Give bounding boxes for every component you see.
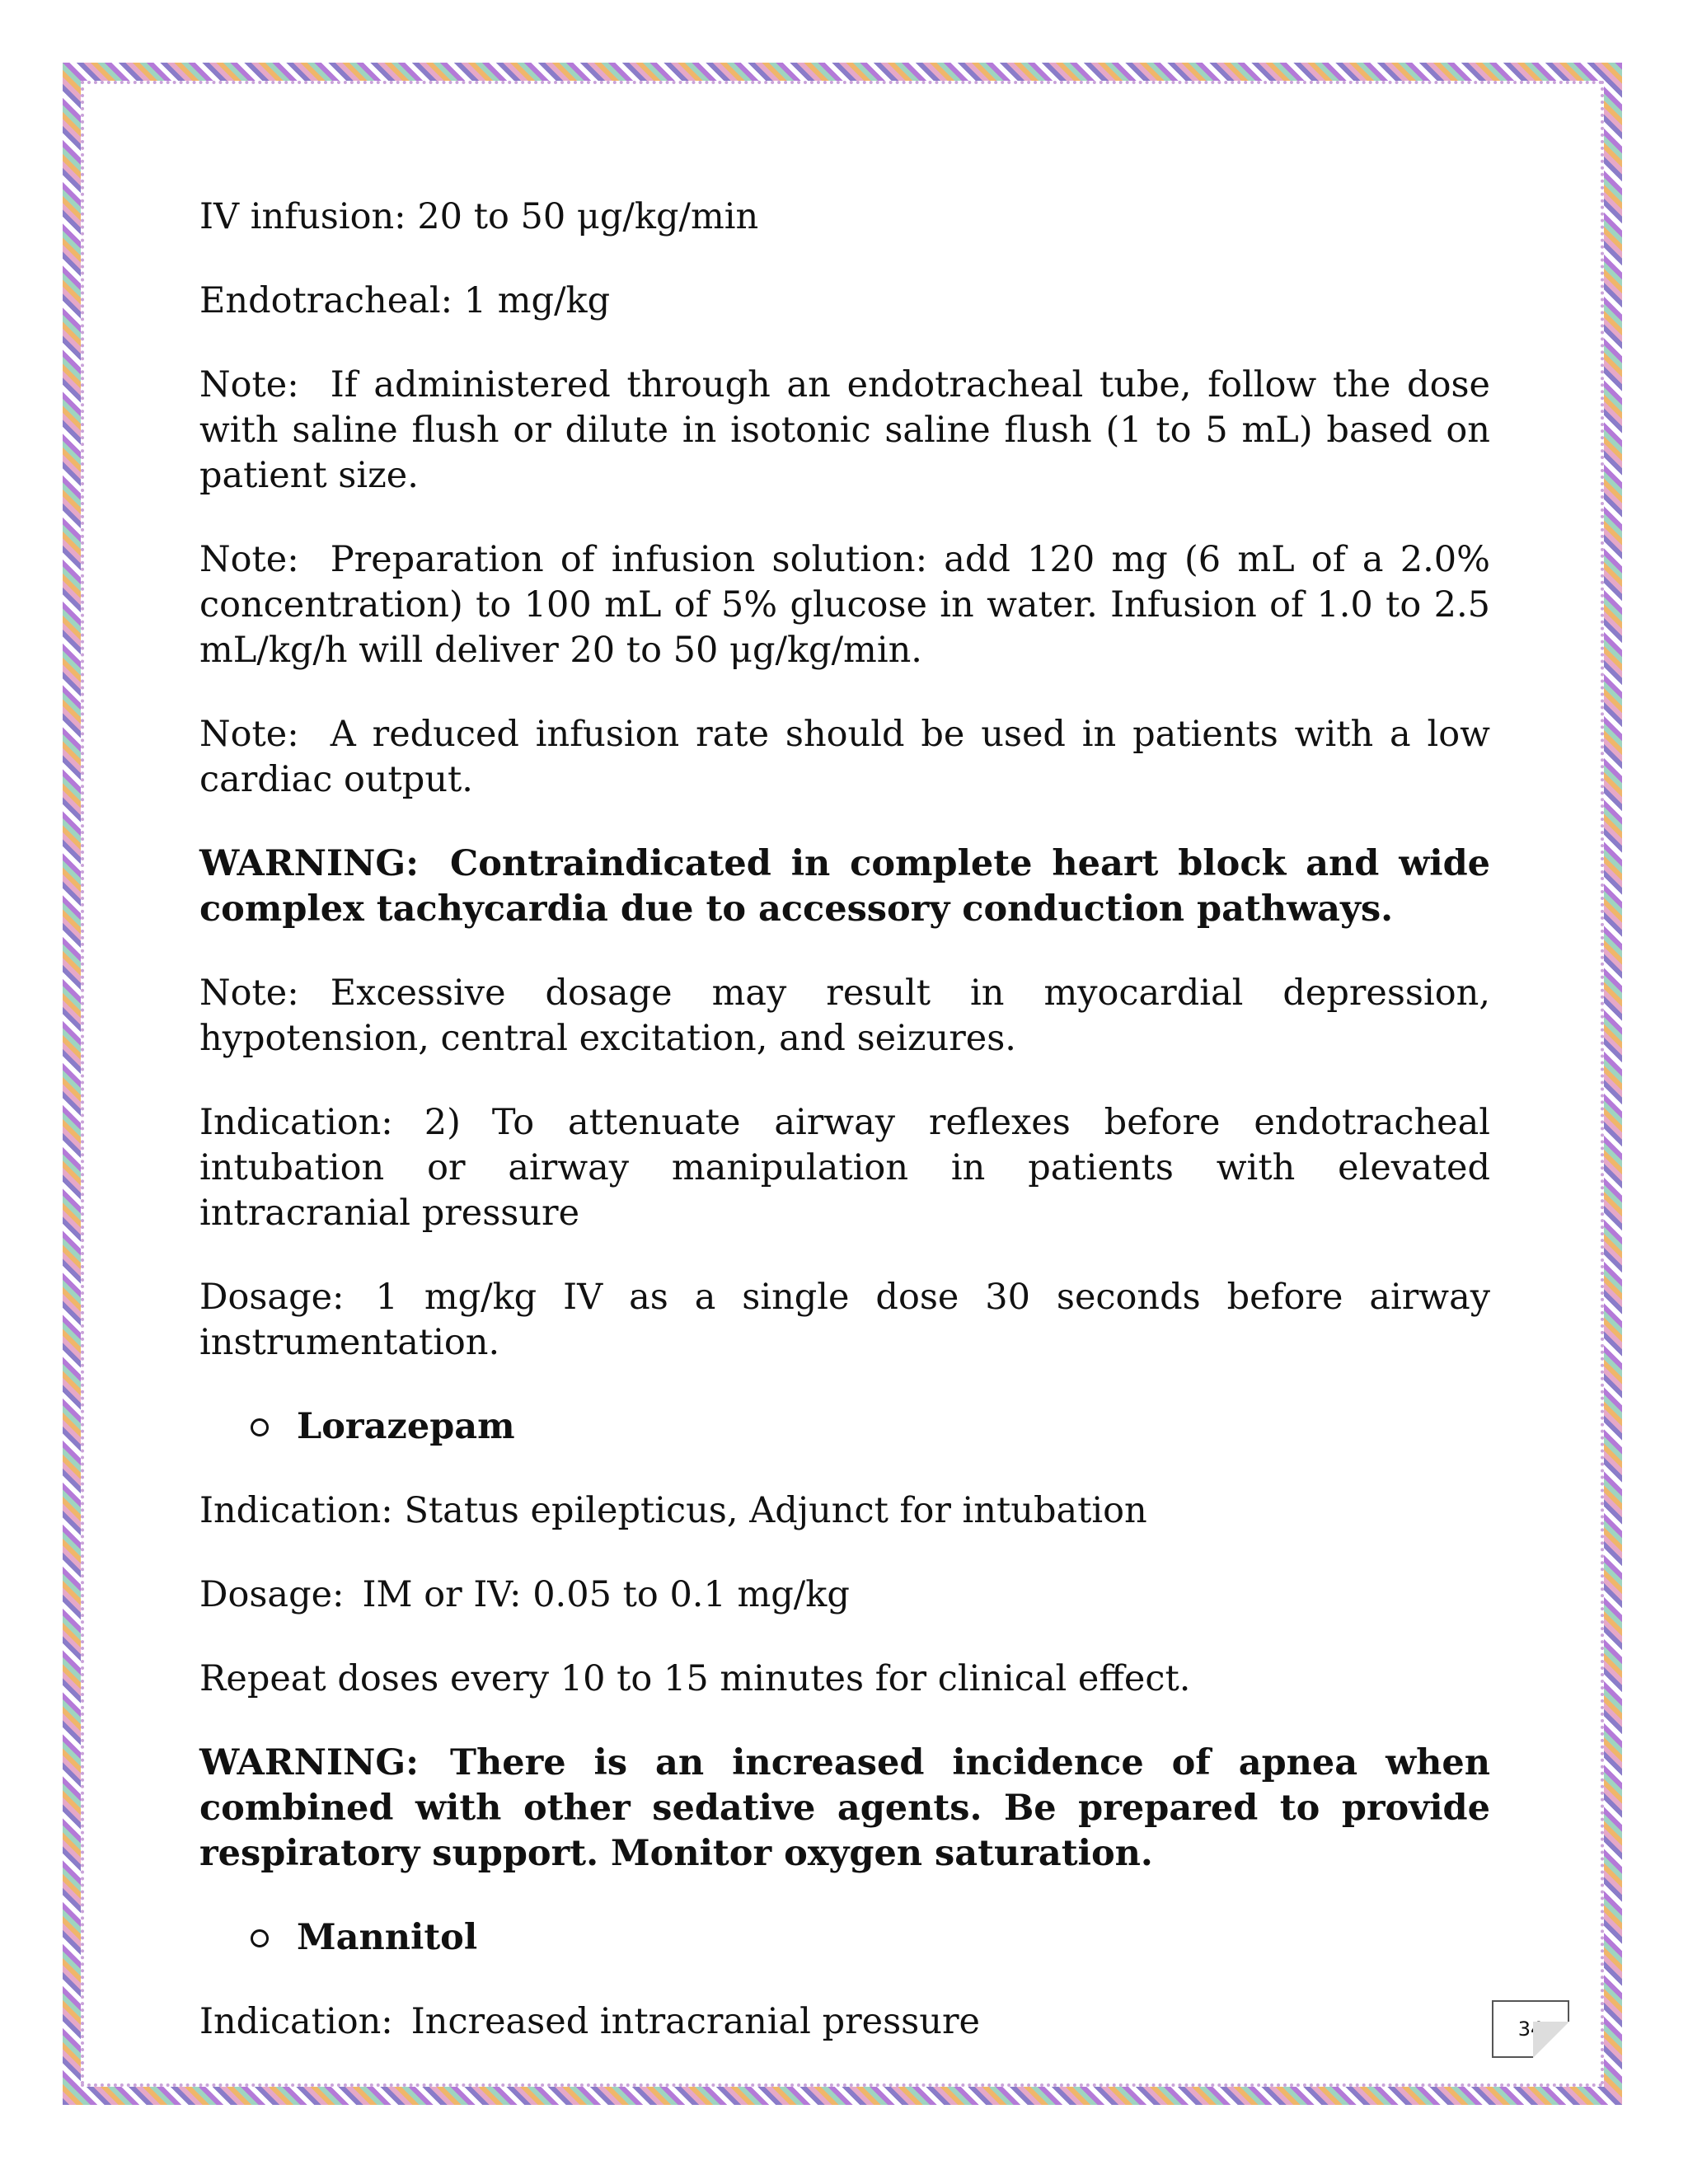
note-text: Preparation of infusion solution: add 120 mg (6 mL of a 2.0% concentration) to 100 mL of 5% glucose in water. Infusion of 1.0 to 2.5 mL/kg/h will deliver 20 to 50 μg/kg/min.	[199, 539, 1490, 671]
note-text: A reduced infusion rate should be used in patients with a low cardiac output.	[199, 714, 1490, 800]
warning-label: WARNING:	[199, 1742, 419, 1783]
note-excessive-dosage	[199, 971, 1490, 1062]
dosage-airway-instrumentation	[199, 1275, 1490, 1366]
note-text: If administered through an endotracheal tube, follow the dose with saline flush or dilute in isotonic saline flush (1 to 5 mL) based on patient size.	[199, 364, 1490, 496]
warning-text: Contraindicated in complete heart block and wide complex tachycardia due to accessory conduction pathways.	[199, 843, 1490, 930]
note-reduced-infusion	[199, 712, 1490, 803]
indication-number: 2)	[424, 1102, 461, 1143]
lorazepam-repeat-doses: Repeat doses every 10 to 15 minutes for clinical effect.	[199, 1658, 1191, 1699]
dosage-text: 1 mg/kg IV as a single dose 30 seconds before airway instrumentation.	[199, 1277, 1490, 1363]
dosage-label: Dosage:	[199, 1277, 345, 1318]
warning-apnea	[199, 1741, 1490, 1877]
mannitol-indication	[199, 1999, 1490, 2045]
lorazepam-indication: Indication: Status epilepticus, Adjunct for intubation	[199, 1490, 1147, 1531]
indication-airway-reflexes	[199, 1100, 1490, 1236]
page-number: 34	[1492, 2000, 1569, 2058]
drug-name: Lorazepam	[297, 1406, 515, 1447]
iv-infusion-dose: IV infusion: 20 to 50 μg/kg/min	[199, 196, 759, 237]
note-endotracheal-flush	[199, 363, 1490, 499]
note-infusion-preparation	[199, 537, 1490, 673]
indication-label: Indication:	[199, 1102, 393, 1143]
note-text: Excessive dosage may result in myocardial depression, hypotension, central excitation, and seizures.	[199, 972, 1490, 1059]
dosage-text: IM or IV: 0.05 to 0.1 mg/kg	[362, 1574, 850, 1615]
drug-name: Mannitol	[297, 1917, 478, 1958]
indication-label: Indication:	[199, 2001, 393, 2042]
drug-heading-mannitol	[199, 1915, 1490, 1961]
warning-contraindication	[199, 841, 1490, 932]
note-label: Note:	[199, 539, 299, 580]
warning-text: There is an increased incidence of apnea when combined with other sedative agents. Be prepared to provide respiratory support. Monitor oxygen saturation.	[199, 1742, 1490, 1874]
page-content	[199, 194, 1490, 2083]
endotracheal-dose: Endotracheal: 1 mg/kg	[199, 280, 611, 321]
note-label: Note:	[199, 714, 299, 755]
indication-text: To attenuate airway reflexes before endotracheal intubation or airway manipulation in patients with elevated intracranial pressure	[199, 1102, 1490, 1234]
warning-label: WARNING:	[199, 843, 419, 884]
drug-heading-lorazepam	[199, 1404, 1490, 1450]
dosage-label: Dosage:	[199, 1574, 345, 1615]
indication-text: Increased intracranial pressure	[410, 2001, 980, 2042]
note-label: Note:	[199, 364, 299, 405]
note-label: Note:	[199, 972, 299, 1014]
lorazepam-dosage	[199, 1572, 1490, 1618]
circle-bullet-icon	[251, 1929, 269, 1947]
circle-bullet-icon	[251, 1418, 269, 1436]
